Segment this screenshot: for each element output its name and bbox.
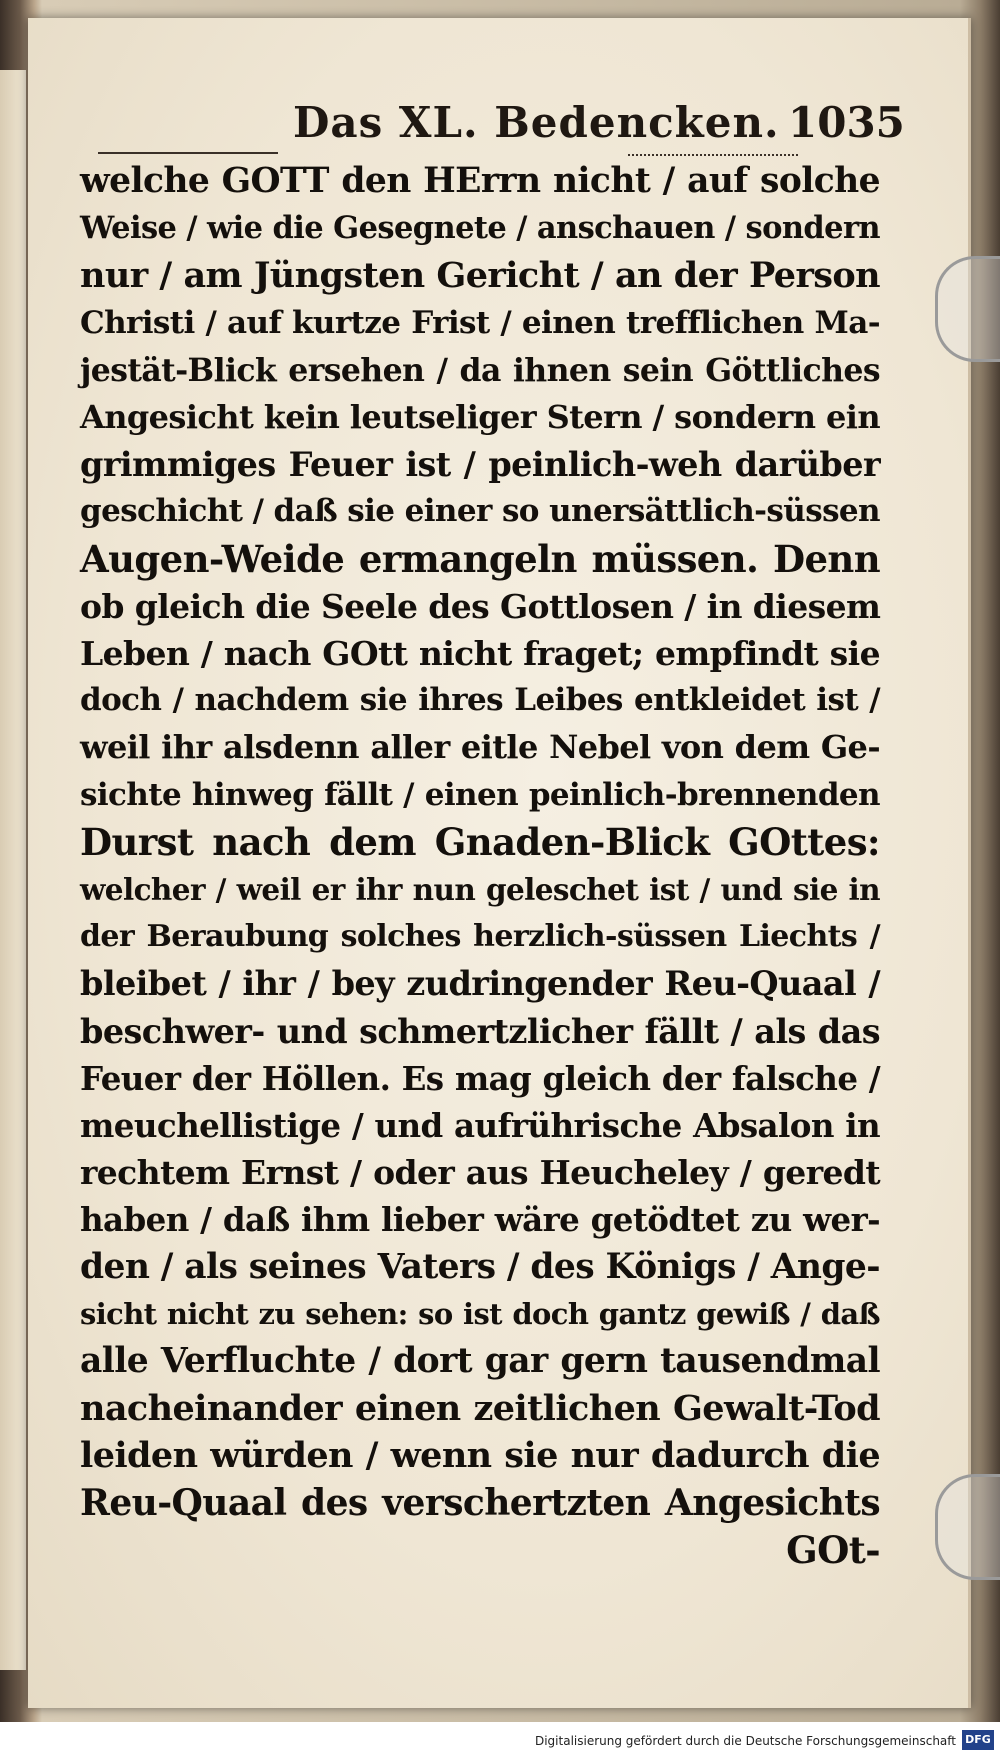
text-line: Reu-Quaal des verschertzten Angesichts xyxy=(80,1481,880,1524)
text-line: sicht nicht zu sehen: so ist doch gantz gewiß / daß xyxy=(80,1296,880,1331)
text-line: doch / nachdem sie ihres Leibes entkleidet ist / xyxy=(80,682,880,719)
footer-band xyxy=(0,1722,1000,1762)
text-line: nur / am Jüngsten Gericht / an der Person xyxy=(80,255,880,297)
page-header xyxy=(68,98,908,158)
book-page xyxy=(28,18,971,1708)
text-line: Christi / auf kurtze Frist / einen trefflichen Ma- xyxy=(80,304,880,341)
page-clip-upper xyxy=(935,256,1000,362)
text-line: rechtem Ernst / oder aus Heucheley / geredt xyxy=(80,1153,880,1193)
text-line: geschicht / daß sie einer so unersättlich-süssen xyxy=(80,493,880,530)
dfg-logo-icon: DFG xyxy=(962,1730,994,1750)
digitization-credit: Digitalisierung gefördert durch die Deutsche Forschungsgemeinschaft xyxy=(534,1734,956,1748)
page-clip-lower xyxy=(935,1474,1000,1580)
text-line: Angesicht kein leutseliger Stern / sondern ein xyxy=(80,398,880,437)
header-rule-right xyxy=(628,154,798,156)
text-line: bleibet / ihr / bey zudringender Reu-Quaal / xyxy=(80,964,880,1004)
body-text xyxy=(80,158,880,1574)
catchword: GOt- xyxy=(786,1527,880,1572)
text-line: Weise / wie die Gesegnete / anschauen / sondern xyxy=(80,210,880,247)
text-line: Feuer der Höllen. Es mag gleich der falsche / xyxy=(80,1058,880,1098)
running-head: Das XL. Bedencken. xyxy=(293,98,780,147)
text-line: den / als seines Vaters / des Königs / Ange- xyxy=(80,1246,880,1287)
text-line: alle Verfluchte / dort gar gern tausendmal xyxy=(80,1341,880,1382)
previous-page-edge xyxy=(0,70,26,1670)
text-line: meuchellistige / und aufrührische Absalon in xyxy=(80,1106,880,1146)
text-line: nacheinander einen zeitlichen Gewalt-Tod xyxy=(80,1388,880,1430)
text-line: der Beraubung solches herzlich-süssen Liechts / xyxy=(80,919,880,955)
text-line: Durst nach dem Gnaden-Blick GOttes: xyxy=(80,819,880,864)
text-line: sichte hinweg fällt / einen peinlich-brennenden xyxy=(80,776,880,813)
text-line: ob gleich die Seele des Gottlosen / in diesem xyxy=(80,586,881,626)
page-number: 1035 xyxy=(788,98,905,147)
text-line: welcher / weil er ihr nun geleschet ist / und sie in xyxy=(80,872,880,908)
text-line: jestät-Blick ersehen / da ihnen sein Göttliches xyxy=(80,351,880,389)
text-line: haben / daß ihm lieber wäre getödtet zu wer- xyxy=(80,1200,880,1240)
text-line: leiden würden / wenn sie nur dadurch die xyxy=(80,1435,880,1477)
text-line: Augen-Weide ermangeln müssen. Denn xyxy=(80,536,880,581)
header-rule-left xyxy=(98,152,278,154)
text-line: welche GOTT den HErrn nicht / auf solche xyxy=(80,161,880,201)
text-line: Leben / nach GOtt nicht fraget; empfindt sie xyxy=(80,634,880,674)
text-line: weil ihr alsdenn aller eitle Nebel von dem Ge- xyxy=(80,728,880,767)
text-line: beschwer- und schmertzlicher fällt / als das xyxy=(80,1011,880,1051)
text-line: grimmiges Feuer ist / peinlich-weh darüber xyxy=(80,445,880,485)
